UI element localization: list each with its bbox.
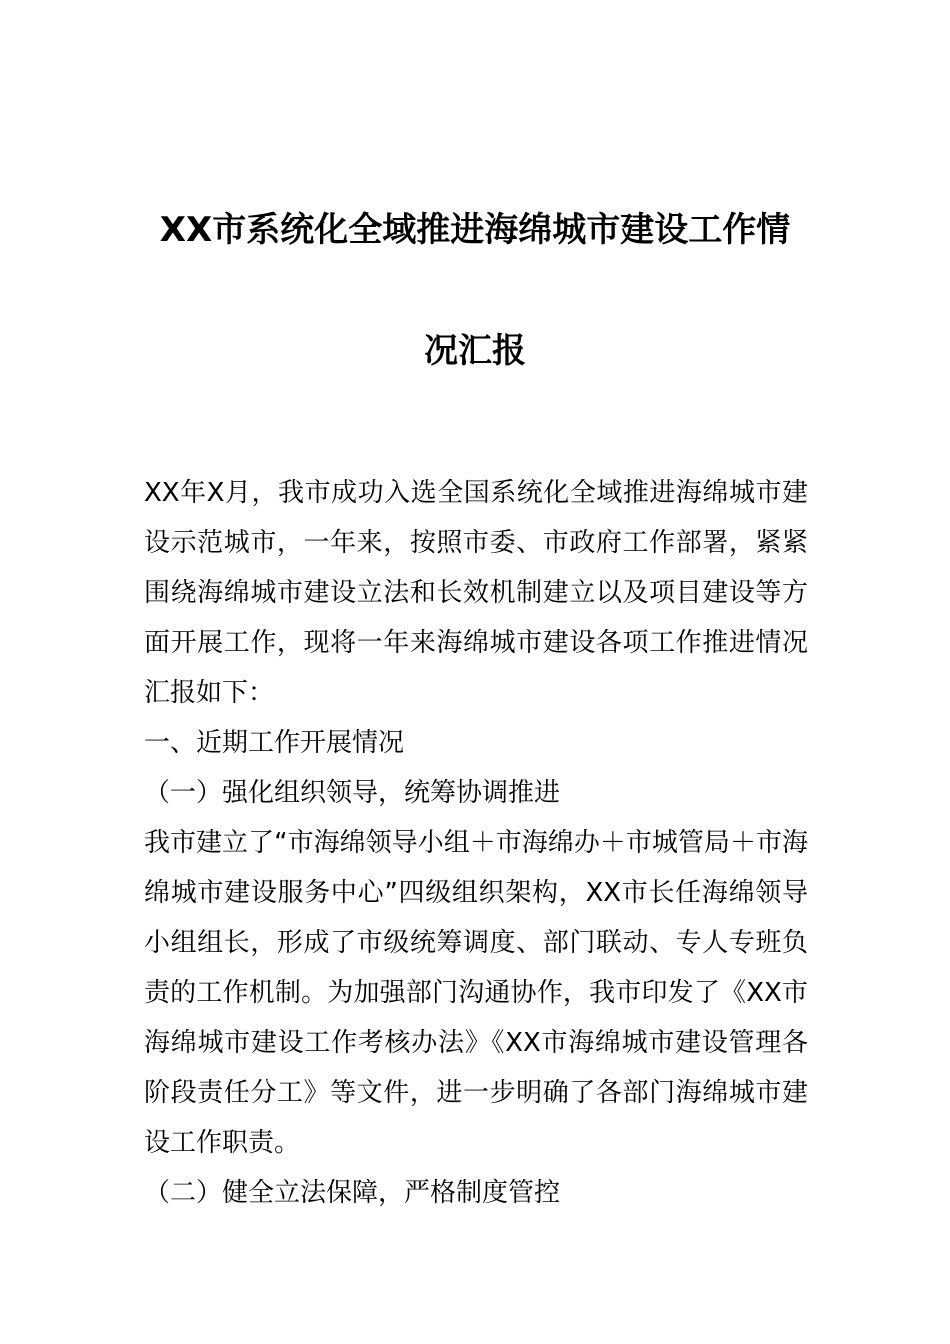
document-body xyxy=(144,468,808,1218)
subsection-heading-2: （二）健全立法保障，严格制度管控 xyxy=(144,1178,561,1208)
body-paragraph-1: 我市建立了“市海绵领导小组＋市海绵办＋市城管局＋市海绵城市建设服务中心”四级组织架构，XX市长任海绵领导小组组长，形成了市级统筹调度、部门联动、专人专班负责的工作机制。为加强部门沟通协作，我市印发了《XX市海绵城市建设工作考核办法》《XX市海绵城市建设管理各阶段责任分工》等文件，进一步明确了各部门海绵城市建设工作职责。 xyxy=(144,828,808,1158)
section-heading-1: 一、近期工作开展情况 xyxy=(144,728,405,758)
subsection-heading-1: （一）强化组织领导，统筹协调推进 xyxy=(144,778,561,808)
document-title-line-2: 况汇报 xyxy=(424,331,526,371)
document-title-line-1: XX市系统化全域推进海绵城市建设工作情 xyxy=(159,210,791,250)
intro-paragraph: XX年X月，我市成功入选全国系统化全域推进海绵城市建设示范城市，一年来，按照市委、市政府工作部署，紧紧围绕海绵城市建设立法和长效机制建立以及项目建设等方面开展工作，现将一年来海绵城市建设各项工作推进情况汇报如下： xyxy=(144,478,808,708)
